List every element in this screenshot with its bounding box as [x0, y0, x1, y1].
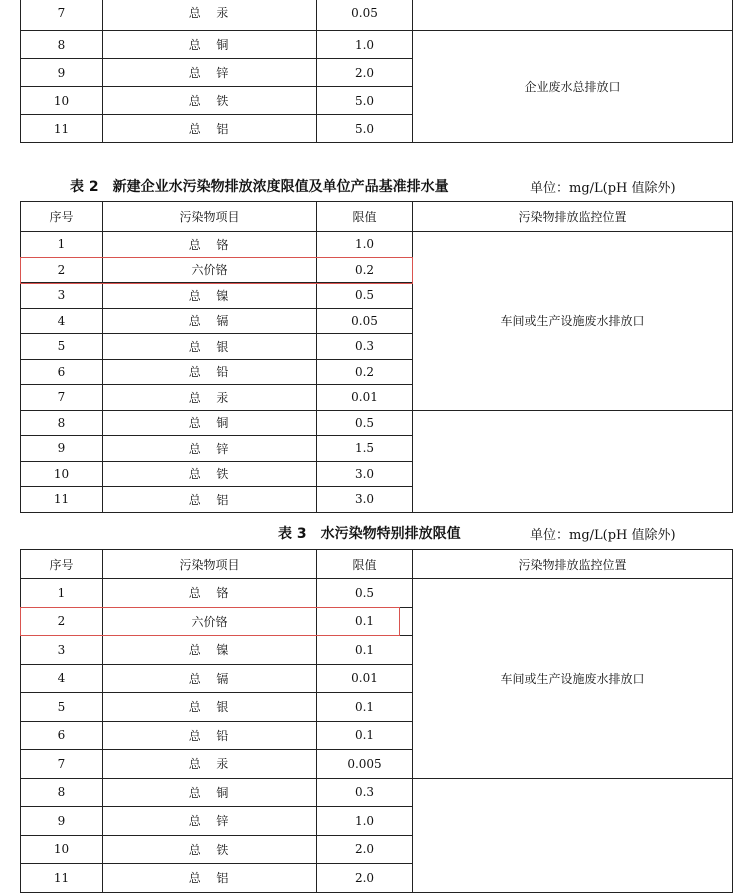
row-number: 2	[21, 257, 103, 283]
limit-value: 0.01	[317, 664, 413, 693]
location-cell-lower	[413, 410, 733, 512]
limit-value: 1.0	[317, 232, 413, 258]
limit-value: 3.0	[317, 461, 413, 487]
row-number: 1	[21, 579, 103, 608]
table-header-row	[21, 550, 733, 579]
row-number: 7	[21, 385, 103, 411]
row-number: 9	[21, 807, 103, 836]
table-row	[21, 31, 733, 59]
table3-unit: 单位：mg/L(pH 值除外)	[530, 528, 676, 543]
row-number: 6	[21, 359, 103, 385]
limit-value: 0.1	[317, 693, 413, 722]
table3-caption: 表 3 水污染物特别排放限值	[278, 526, 461, 542]
pollutant-item: 总 铅	[103, 721, 317, 750]
row-number: 10	[21, 87, 103, 115]
limit-value: 0.1	[317, 607, 413, 636]
table-row	[21, 410, 733, 436]
row-number: 11	[21, 115, 103, 143]
row-number: 3	[21, 636, 103, 665]
table2-caption: 表 2 新建企业水污染物排放浓度限值及单位产品基准排水量	[70, 179, 449, 195]
pollutant-item: 总 镉	[103, 308, 317, 334]
table-row	[21, 232, 733, 258]
pollutant-item: 总 锌	[103, 59, 317, 87]
header-item: 污染物项目	[103, 202, 317, 232]
table2-unit: 单位：mg/L(pH 值除外)	[530, 181, 676, 196]
limit-value: 0.2	[317, 257, 413, 283]
limit-value: 0.5	[317, 410, 413, 436]
pollutant-item: 总 银	[103, 334, 317, 360]
header-number: 序号	[21, 550, 103, 579]
row-number: 6	[21, 721, 103, 750]
pollutant-item: 总 汞	[103, 0, 317, 31]
header-location: 污染物排放监控位置	[413, 202, 733, 232]
limit-value: 0.5	[317, 283, 413, 309]
row-number: 7	[21, 750, 103, 779]
limit-value: 5.0	[317, 115, 413, 143]
row-number: 4	[21, 664, 103, 693]
table-header-row	[21, 202, 733, 232]
row-number: 2	[21, 607, 103, 636]
row-number: 8	[21, 31, 103, 59]
header-number: 序号	[21, 202, 103, 232]
row-number: 8	[21, 778, 103, 807]
row-number: 5	[21, 693, 103, 722]
limit-value: 3.0	[317, 487, 413, 513]
pollutant-item: 总 镉	[103, 664, 317, 693]
pollutant-item: 总 铬	[103, 579, 317, 608]
pollutant-item: 总 镍	[103, 636, 317, 665]
pollutant-item: 总 铁	[103, 835, 317, 864]
pollutant-item: 总 铜	[103, 410, 317, 436]
table2	[20, 201, 733, 513]
table-row	[21, 579, 733, 608]
limit-value: 1.0	[317, 31, 413, 59]
table3	[20, 549, 733, 893]
row-number: 7	[21, 0, 103, 31]
header-location: 污染物排放监控位置	[413, 550, 733, 579]
pollutant-item: 总 汞	[103, 750, 317, 779]
pollutant-item: 总 铁	[103, 461, 317, 487]
pollutant-item: 总 铝	[103, 115, 317, 143]
row-number: 11	[21, 864, 103, 893]
pollutant-item: 总 铁	[103, 87, 317, 115]
header-limit: 限值	[317, 202, 413, 232]
limit-value: 0.5	[317, 579, 413, 608]
pollutant-item: 总 镍	[103, 283, 317, 309]
pollutant-item: 总 铅	[103, 359, 317, 385]
pollutant-item: 六价铬	[103, 607, 317, 636]
header-limit: 限值	[317, 550, 413, 579]
limit-value: 2.0	[317, 59, 413, 87]
limit-value: 1.5	[317, 436, 413, 462]
row-number: 3	[21, 283, 103, 309]
row-number: 9	[21, 59, 103, 87]
pollutant-item: 总 银	[103, 693, 317, 722]
header-item: 污染物项目	[103, 550, 317, 579]
row-number: 11	[21, 487, 103, 513]
limit-value: 0.3	[317, 778, 413, 807]
limit-value: 0.1	[317, 636, 413, 665]
row-number: 10	[21, 835, 103, 864]
limit-value: 1.0	[317, 807, 413, 836]
pollutant-item: 总 汞	[103, 385, 317, 411]
monitoring-location: 车间或生产设施废水排放口	[413, 232, 733, 411]
table-row	[21, 778, 733, 807]
table-row	[21, 0, 733, 31]
row-number: 1	[21, 232, 103, 258]
limit-value: 0.2	[317, 359, 413, 385]
pollutant-item: 总 铬	[103, 232, 317, 258]
pollutant-item: 总 铜	[103, 778, 317, 807]
limit-value: 0.01	[317, 385, 413, 411]
pollutant-item: 总 锌	[103, 436, 317, 462]
pollutant-item: 总 铝	[103, 487, 317, 513]
limit-value: 0.05	[317, 308, 413, 334]
monitoring-location: 企业废水总排放口	[413, 31, 733, 143]
limit-value: 0.05	[317, 0, 413, 31]
limit-value: 2.0	[317, 835, 413, 864]
location-cell-upper	[413, 0, 733, 31]
row-number: 8	[21, 410, 103, 436]
row-number: 10	[21, 461, 103, 487]
pollutant-item: 总 铝	[103, 864, 317, 893]
limit-value: 0.005	[317, 750, 413, 779]
monitoring-location: 车间或生产设施废水排放口	[413, 579, 733, 779]
row-number: 9	[21, 436, 103, 462]
limit-value: 0.1	[317, 721, 413, 750]
pollutant-item: 六价铬	[103, 257, 317, 283]
location-cell-lower	[413, 778, 733, 892]
limit-value: 5.0	[317, 87, 413, 115]
pollutant-item: 总 锌	[103, 807, 317, 836]
table1-tail	[20, 0, 733, 143]
limit-value: 0.3	[317, 334, 413, 360]
limit-value: 2.0	[317, 864, 413, 893]
row-number: 5	[21, 334, 103, 360]
pollutant-item: 总 铜	[103, 31, 317, 59]
row-number: 4	[21, 308, 103, 334]
